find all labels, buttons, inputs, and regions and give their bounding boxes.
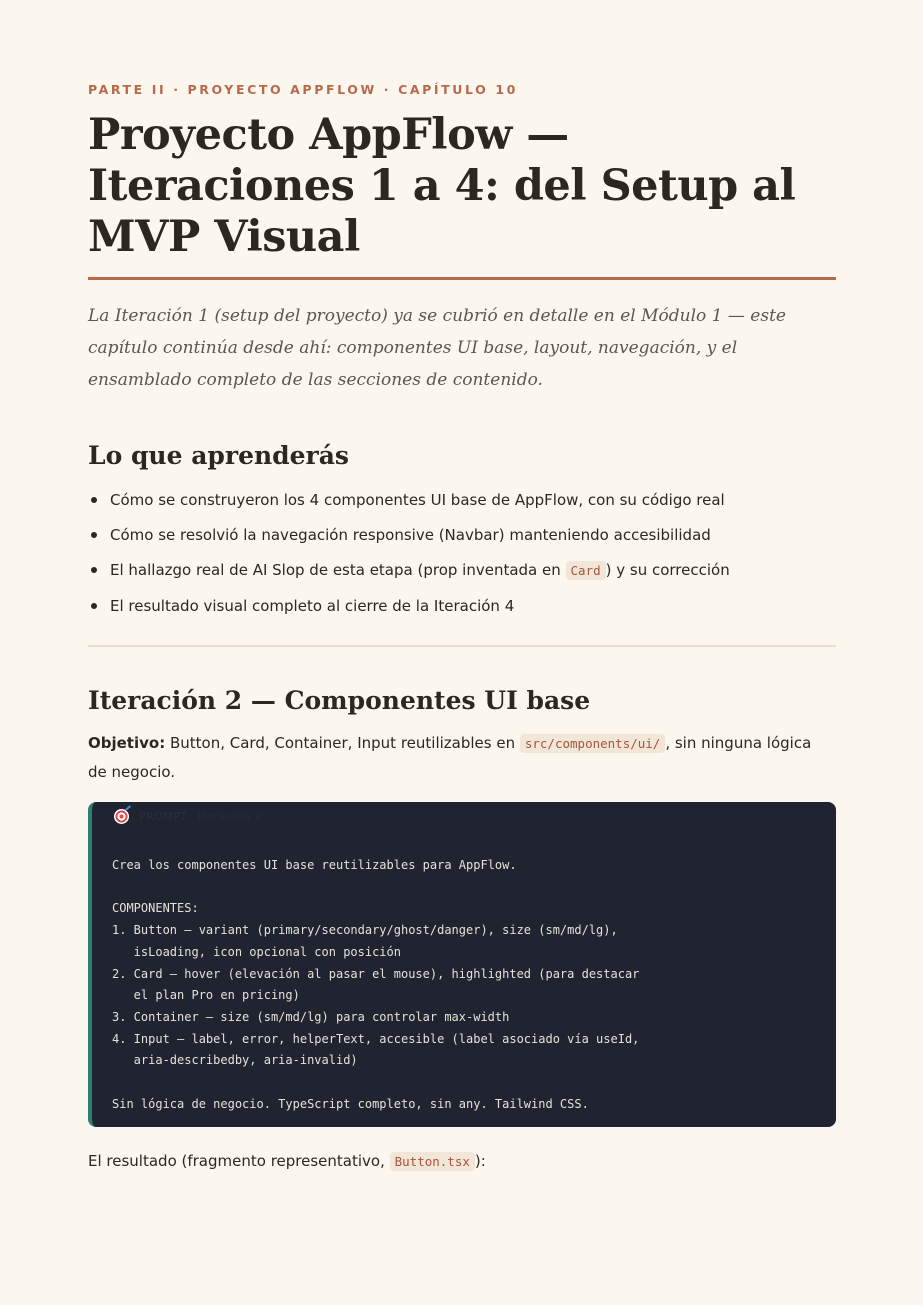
title-line-3: MVP Visual [88,212,360,262]
objective-text: Button, Card, Container, Input reutilizables en [165,734,520,752]
list-item [88,523,835,547]
result-text-after: ): [474,1152,486,1170]
section-divider [88,645,836,647]
inline-code-file: Button.tsx [390,1152,475,1171]
learn-heading: Lo que aprenderás [88,441,349,470]
list-item-text: El resultado visual completo al cierre de la Iteración 4 [110,597,515,615]
list-item [88,594,835,618]
list-item-text-after: ) y su corrección [605,561,730,579]
iteration-heading: Iteración 2 — Componentes UI base [88,686,591,715]
bullet-dot [91,567,97,573]
page-title [88,110,835,263]
list-item-text: Cómo se resolvió la navegación responsive (Navbar) manteniendo accesibilidad [110,526,711,544]
prompt-code-block [88,802,836,1127]
result-text: El resultado (fragmento representativo, [88,1152,390,1170]
title-line-2: Iteraciones 1 a 4: del Setup al [88,161,796,211]
bullet-dot [91,532,97,538]
chapter-eyebrow: PARTE II · PROYECTO APPFLOW · CAPÍTULO 10 [88,82,518,97]
objective-text-after: , sin ninguna lógica de negocio. [88,734,812,781]
prompt-sublabel: Iteración 2 [197,809,263,823]
list-item-text: El hallazgo real de AI Slop de esta etapa (prop inventada en [110,561,566,579]
result-paragraph [88,1149,835,1174]
prompt-text: Crea los componentes UI base reutilizables para AppFlow. COMPONENTES: 1. Button — variant (primary/secondary/ghost/danger), size (sm/md/lg), isLoading, icon opcional con posición 2. Card — hover (elevación al pasar el mouse), highlighted (para destacar el plan Pro en pricing) 3. Container — size (sm/md/lg) para controlar max-width 4. Input — label, error, helperText, accesible (label asociado vía useId, aria-describedby, aria-invalid) Sin lógica de negocio. TypeScript completo, sin any. Tailwind CSS. [112,858,640,1111]
title-line-1: Proyecto AppFlow — [88,110,569,160]
bullet-dot [91,497,97,503]
target-icon [114,809,129,824]
prompt-header [114,807,262,825]
prompt-label: PROMPT [139,809,188,823]
objective-label: Objetivo: [88,734,166,752]
inline-code-path: src/components/ui/ [520,734,665,753]
inline-code-card: Card [566,561,606,580]
title-underline [88,277,836,280]
objective-paragraph [88,729,828,786]
list-item [88,488,835,512]
list-item [88,558,835,583]
learn-list [88,488,835,618]
lead-paragraph: La Iteración 1 (setup del proyecto) ya se cubrió en detalle en el Módulo 1 — este capítulo continúa desde ahí: componentes UI base, layout, navegación, y el ensamblado completo de las secciones de contenido. [88,306,786,390]
bullet-dot [91,603,97,609]
list-item-text: Cómo se construyeron los 4 componentes UI base de AppFlow, con su código real [110,491,725,509]
